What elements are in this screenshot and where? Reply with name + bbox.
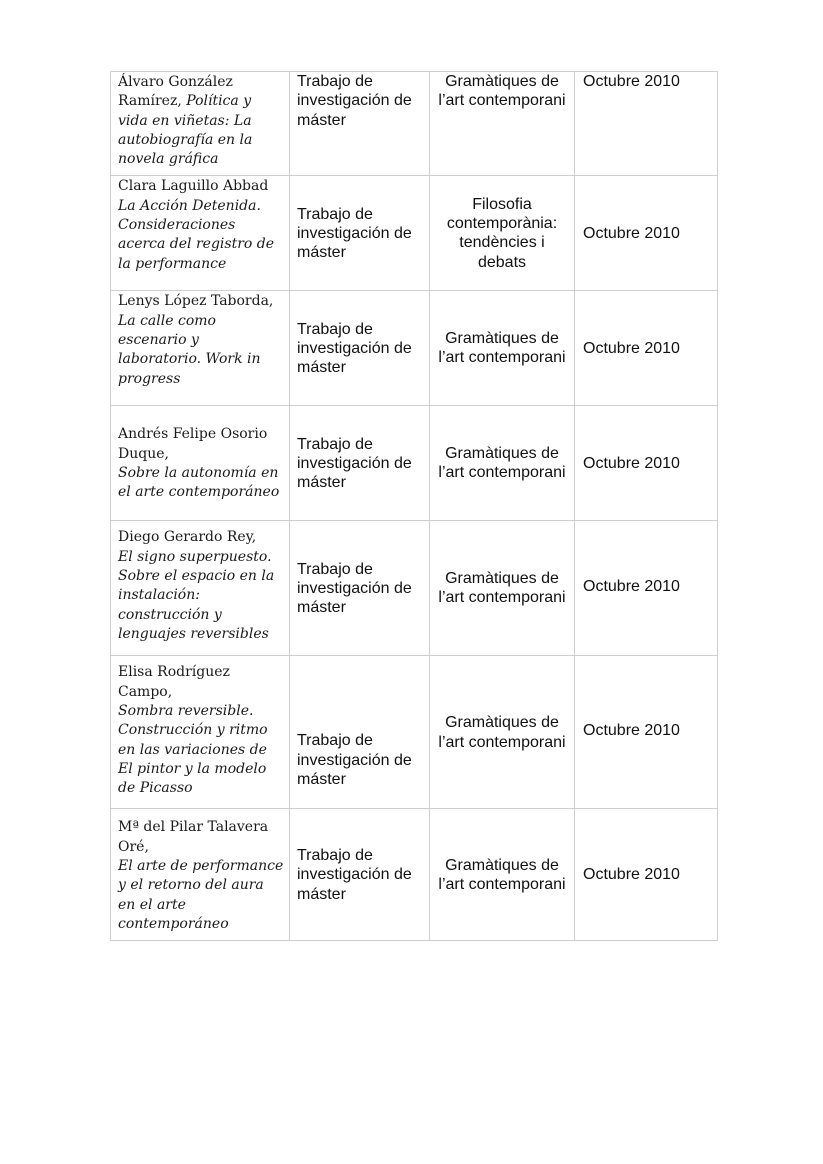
type-cell	[290, 72, 430, 176]
work-cell	[111, 176, 290, 291]
table-row	[111, 521, 718, 656]
program-cell	[430, 406, 575, 521]
program-cell	[430, 176, 575, 291]
table-row	[111, 809, 718, 941]
work-cell	[111, 521, 290, 656]
program-name: Gramàtiques de l’art contemporani	[438, 570, 566, 607]
author-name: Lenys López Taborda,	[118, 293, 274, 310]
program-name: Gramàtiques de l’art contemporani	[438, 714, 566, 751]
type-cell	[290, 176, 430, 291]
work-cell	[111, 656, 290, 809]
author-name: Elisa Rodríguez Campo,	[118, 664, 230, 700]
table-row	[111, 406, 718, 521]
work-cell	[111, 72, 290, 176]
author-name: Mª del Pilar Talavera Oré,	[118, 819, 269, 855]
work-type: Trabajo de investigación de máster	[297, 320, 412, 377]
program-name: Gramàtiques de l’art contemporani	[438, 330, 566, 367]
date-cell	[575, 521, 718, 656]
date-value: Octubre 2010	[583, 339, 680, 357]
work-title: El signo superpuesto. Sobre el espacio en la instalación: construcción y lenguajes reversibles	[118, 548, 275, 642]
work-cell	[111, 809, 290, 941]
work-cell	[111, 406, 290, 521]
author-name: Diego Gerardo Rey,	[118, 529, 257, 546]
work-cell	[111, 291, 290, 406]
date-cell	[575, 176, 718, 291]
author-name: Clara Laguillo Abbad	[118, 178, 269, 195]
date-value: Octubre 2010	[583, 224, 680, 242]
program-cell	[430, 521, 575, 656]
work-type: Trabajo de investigación de máster	[297, 846, 412, 903]
work-type: Trabajo de investigación de máster	[297, 560, 412, 617]
author-name: Álvaro González Ramírez,	[118, 74, 233, 110]
date-cell	[575, 72, 718, 176]
table-row	[111, 176, 718, 291]
program-name: Gramàtiques de l’art contemporani	[438, 445, 566, 482]
table-row	[111, 656, 718, 809]
program-cell	[430, 72, 575, 176]
type-cell	[290, 809, 430, 941]
work-title: Sombra reversible. Construcción y ritmo en las variaciones de El pintor y la modelo de Picasso	[118, 703, 268, 797]
program-cell	[430, 809, 575, 941]
work-title: Política y vida en viñetas: La autobiografía en la novela gráfica	[118, 93, 253, 168]
type-cell	[290, 406, 430, 521]
work-type: Trabajo de investigación de máster	[297, 732, 412, 789]
work-title: El arte de performance y el retorno del aura en el arte contemporáneo	[118, 858, 284, 932]
table-row	[111, 72, 718, 176]
type-cell	[290, 656, 430, 809]
author-name: Andrés Felipe Osorio Duque,	[118, 426, 268, 462]
thesis-table	[110, 71, 718, 941]
work-type: Trabajo de investigación de máster	[297, 205, 412, 262]
program-name: Filosofia contemporània: tendències i debats	[446, 195, 558, 271]
date-cell	[575, 406, 718, 521]
work-title: La calle como escenario y laboratorio. Work in progress	[118, 312, 261, 387]
work-type: Trabajo de investigación de máster	[297, 73, 412, 129]
date-value: Octubre 2010	[583, 722, 680, 740]
date-value: Octubre 2010	[583, 866, 680, 884]
work-type: Trabajo de investigación de máster	[297, 435, 412, 492]
date-cell	[575, 656, 718, 809]
program-cell	[430, 291, 575, 406]
type-cell	[290, 291, 430, 406]
table-row	[111, 291, 718, 406]
date-value: Octubre 2010	[583, 454, 680, 472]
program-name: Gramàtiques de l’art contemporani	[438, 73, 566, 110]
date-cell	[575, 809, 718, 941]
date-cell	[575, 291, 718, 406]
work-title: Sobre la autonomía en el arte contemporáneo	[118, 465, 280, 501]
date-value: Octubre 2010	[583, 73, 680, 90]
type-cell	[290, 521, 430, 656]
program-name: Gramàtiques de l’art contemporani	[438, 856, 566, 893]
work-title: La Acción Detenida. Consideraciones acerca del registro de la performance	[118, 197, 275, 272]
date-value: Octubre 2010	[583, 578, 680, 596]
program-cell	[430, 656, 575, 809]
